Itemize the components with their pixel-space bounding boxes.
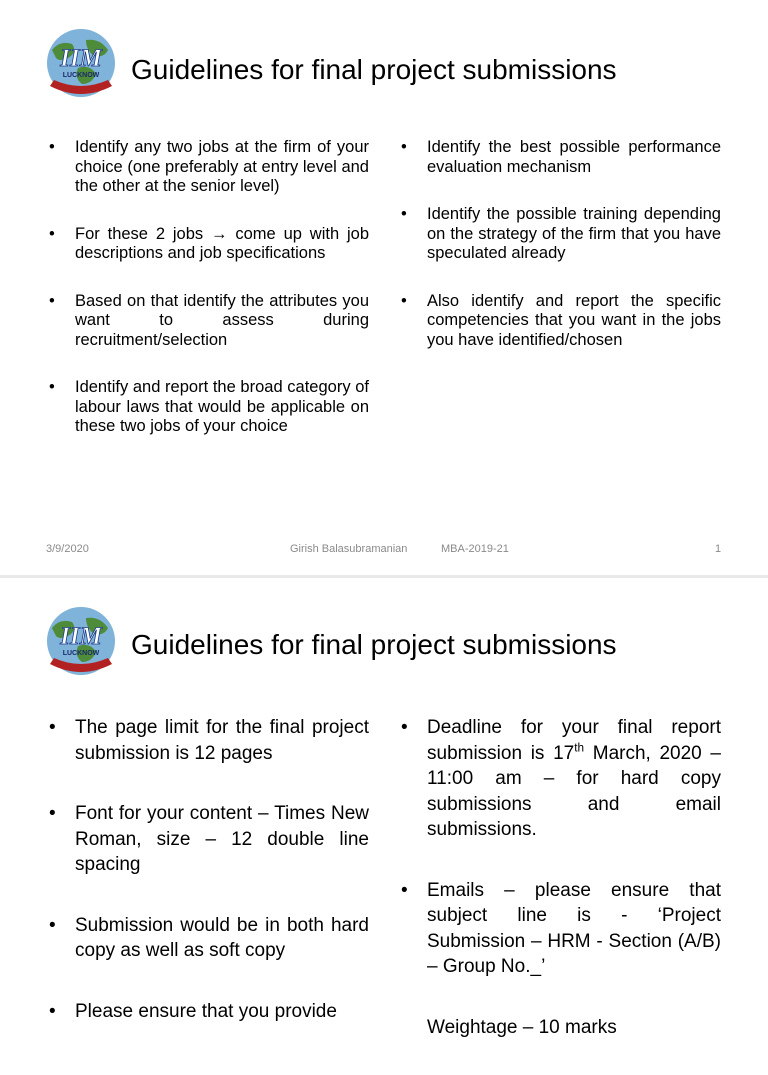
bullet-item-deadline bbox=[399, 715, 721, 843]
partial-text: Weightage – 10 marks bbox=[427, 1016, 617, 1038]
svg-text:IIM: IIM bbox=[60, 45, 102, 72]
ordinal-suffix: th bbox=[574, 741, 585, 755]
bullet-item: • Identify the best possible performance evaluation mechanism bbox=[399, 138, 721, 177]
svg-text:LUCKNOW: LUCKNOW bbox=[62, 72, 100, 79]
bullet-item: • For these 2 jobs → come up with job descriptions and job specifications bbox=[47, 225, 369, 264]
left-column bbox=[47, 138, 369, 465]
bullet-item: • The page limit for the final project submission is 12 pages bbox=[47, 715, 369, 766]
slide-2 bbox=[0, 578, 768, 1038]
bullet-item: • Also identify and report the specific competencies that you want in the jobs you have identified/chosen bbox=[399, 292, 721, 351]
logo-lettering bbox=[38, 28, 124, 98]
bullet-item: • Identify and report the broad category of labour laws that would be applicable on these two jobs of your choice bbox=[47, 378, 369, 437]
footer-page-number: 1 bbox=[715, 543, 722, 555]
right-column bbox=[399, 138, 721, 378]
bullet-item-emails: • Emails – please ensure that subject line is - ‘Project Submission – HRM - Section (A/B) – Group No._’ bbox=[399, 878, 721, 980]
left-column bbox=[47, 715, 369, 1059]
bullet-item-partial bbox=[399, 1015, 721, 1041]
deadline-text: Deadline for your final report submission is 17 bbox=[427, 717, 721, 764]
bullet-item: • Please ensure that you provide bbox=[47, 999, 369, 1025]
bullet-item: • Font for your content – Times New Roman, size – 12 double line spacing bbox=[47, 801, 369, 878]
footer-course: MBA-2019-21 bbox=[441, 543, 509, 555]
svg-text:LUCKNOW: LUCKNOW bbox=[62, 650, 100, 657]
deadline-text-rest: March, 2020 – 11:00 am – for hard copy submissions and email submissions. bbox=[427, 742, 721, 840]
slide-title: Guidelines for final project submissions bbox=[131, 54, 617, 85]
slide-title: Guidelines for final project submissions bbox=[131, 629, 617, 660]
bullet-item: • Based on that identify the attributes you want to assess during recruitment/selection bbox=[47, 292, 369, 351]
bullet-item: • Submission would be in both hard copy as well as soft copy bbox=[47, 913, 369, 964]
bullet-item: • Identify any two jobs at the firm of your choice (one preferably at entry level and the other at the senior level) bbox=[47, 138, 369, 197]
footer-author: Girish Balasubramanian bbox=[290, 543, 408, 555]
svg-text:IIM: IIM bbox=[60, 623, 102, 650]
right-column bbox=[399, 715, 721, 1075]
footer-date: 3/9/2020 bbox=[46, 543, 89, 555]
logo-lettering bbox=[38, 606, 124, 676]
bullet-item: • Identify the possible training depending on the strategy of the firm that you have speculated already bbox=[399, 205, 721, 264]
